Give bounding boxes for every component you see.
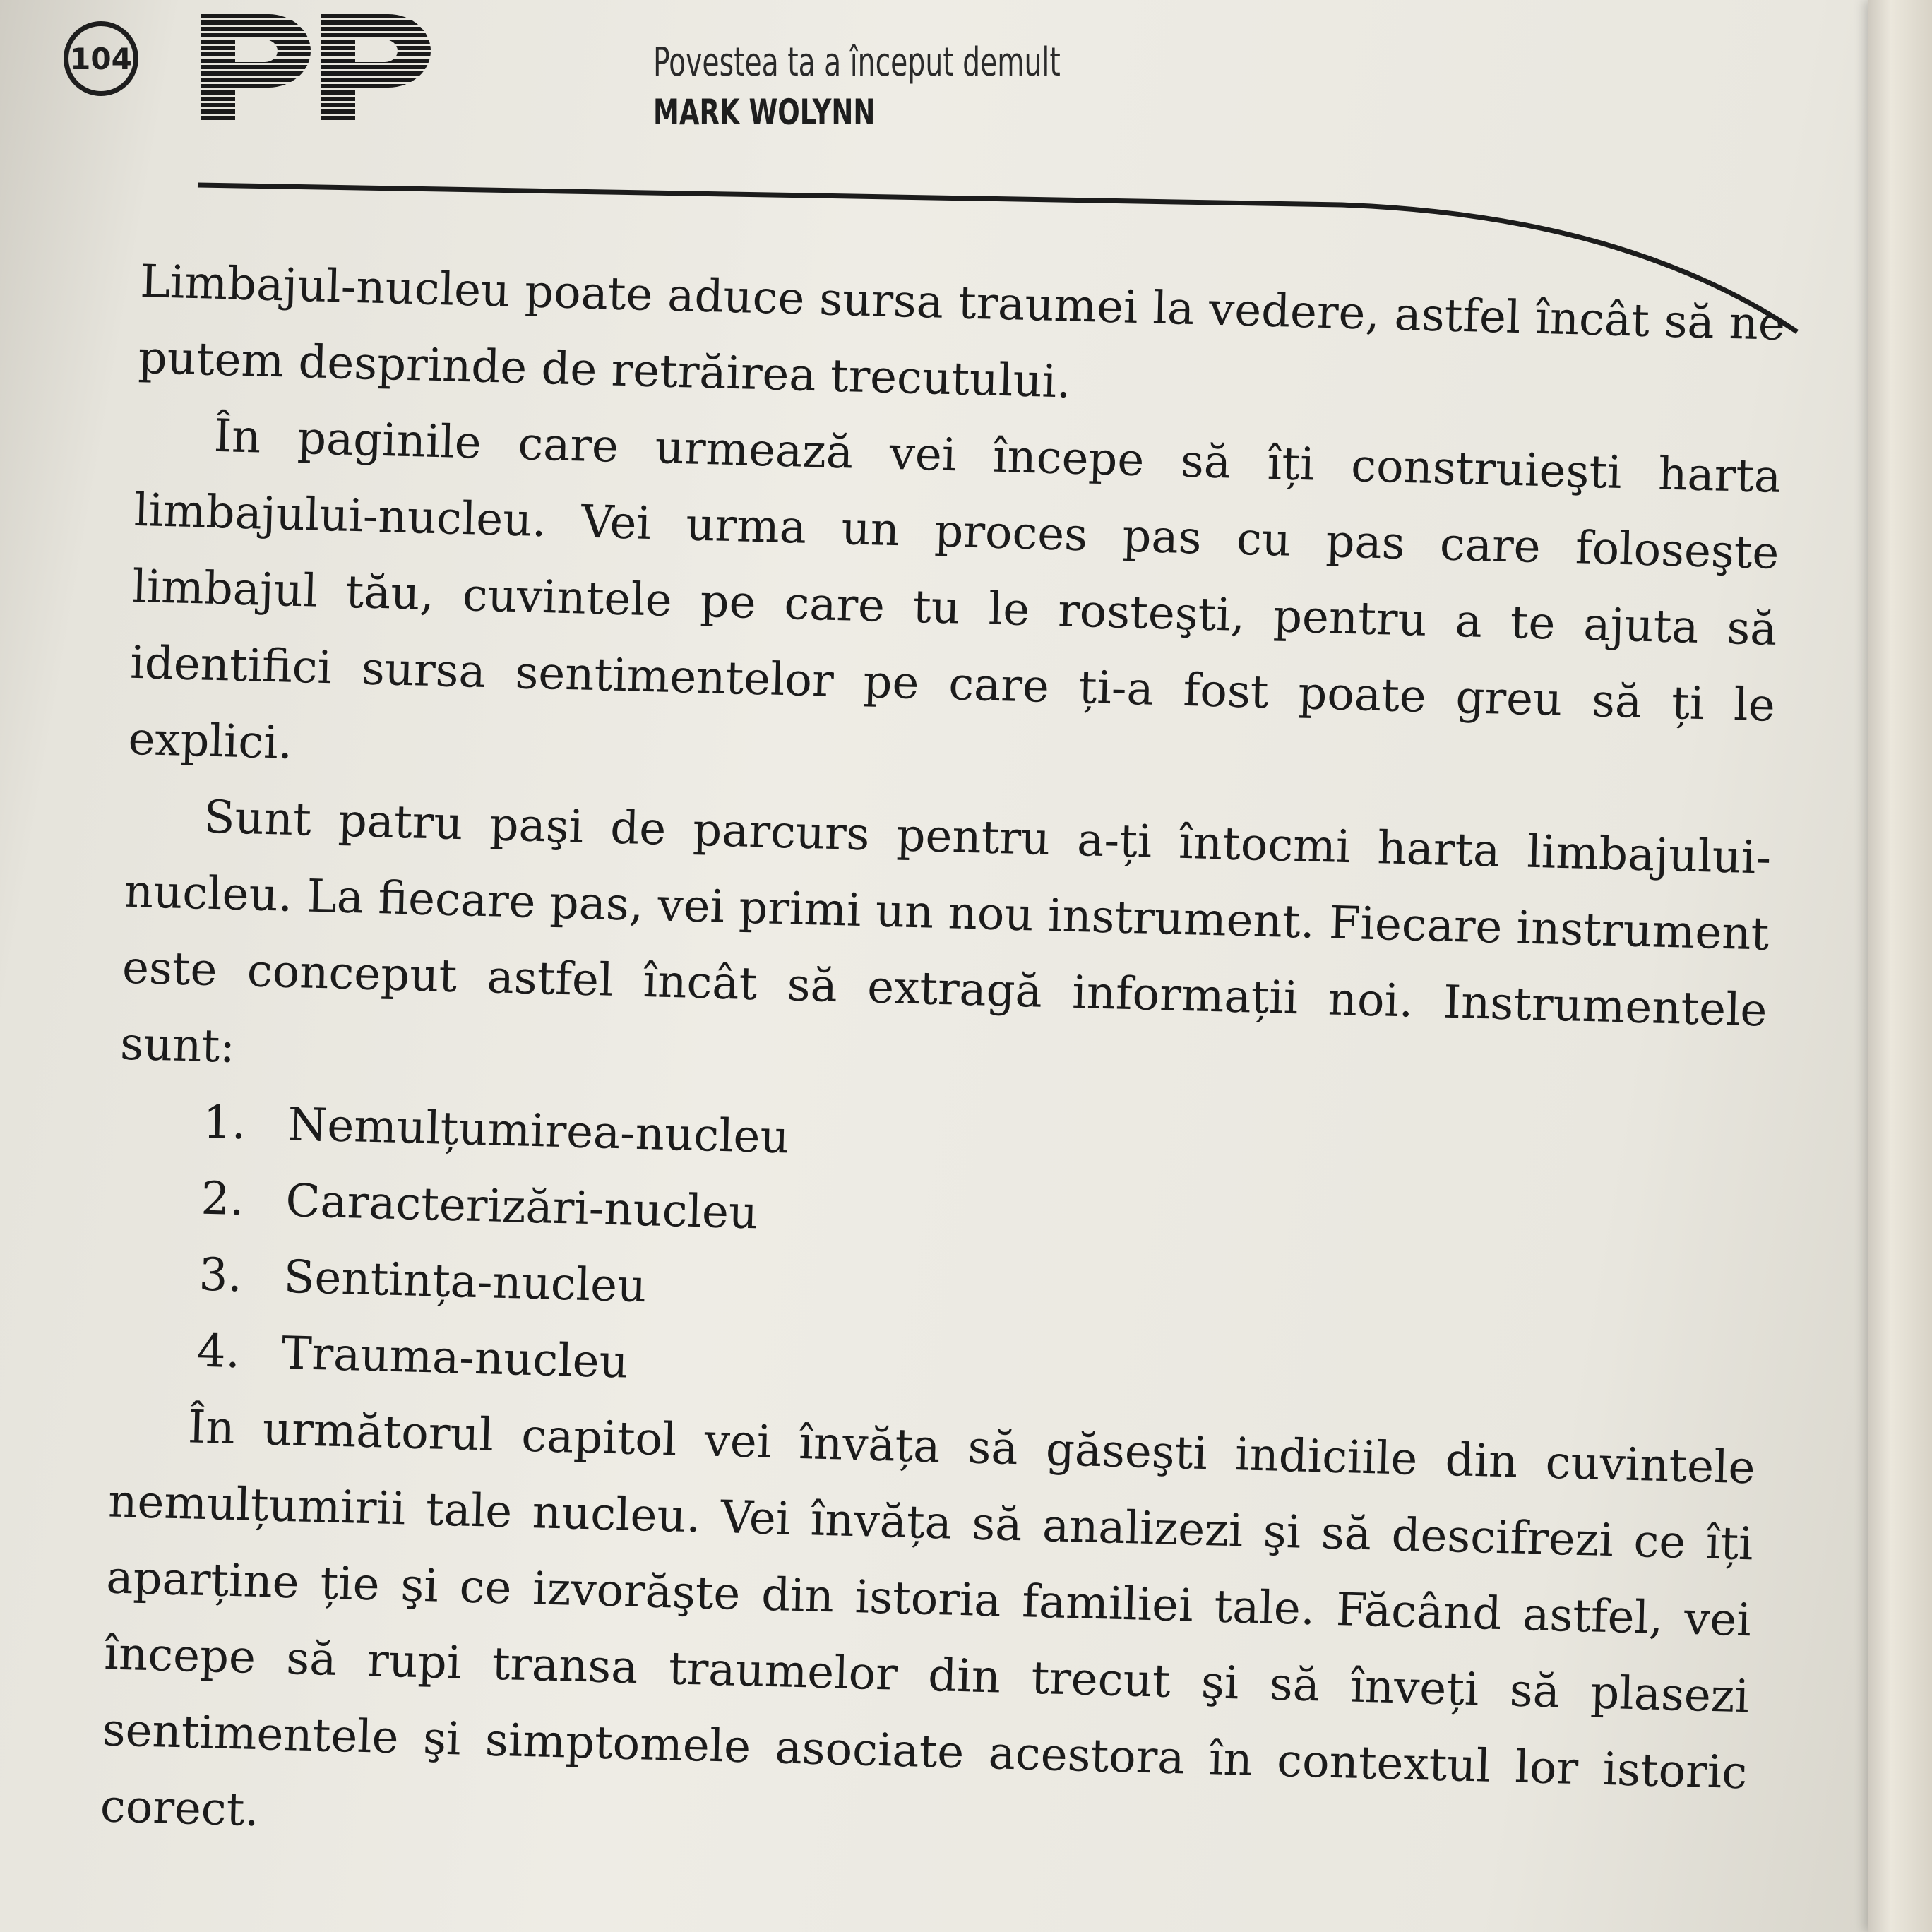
list-item-label: Sentința-nucleu xyxy=(282,1251,648,1313)
book-title: Povestea ta a început demult xyxy=(653,40,1061,85)
paragraph-3: Sunt patru paşi de parcurs pentru a-ți întocmi harta limbajului-nucleu. La fiecare pas, vei primi un nou instrument. Fiecare instrument este conceput astfel încât să extragă informații noi. Instrumentele sunt: xyxy=(119,791,1772,1073)
running-header xyxy=(56,14,1257,134)
book-author: MARK WOLYNN xyxy=(653,92,876,133)
publisher-logo xyxy=(201,14,434,120)
list-item-number: 3. xyxy=(198,1248,243,1303)
paragraph-2: În paginile care urmează vei începe să îți construieşti harta limbajului-nucleu. Vei urma un proces pas cu pas care foloseşte limbajul tău, cuvintele pe care tu le rosteşti, pentru a te ajuta să identifici sursa sentimentelor pe care ți-a fost poate greu să ți le explici. xyxy=(127,410,1782,770)
next-page-edge xyxy=(1868,0,1932,1932)
list-item-number: 2. xyxy=(200,1172,245,1227)
paragraph-1: Limbajul-nucleu poate aduce sursa traumei la vedere, astfel încât să ne putem desprinde de retrăirea trecutului. xyxy=(137,255,1786,409)
list-item-label: Caracterizări-nucleu xyxy=(285,1174,759,1240)
steps-list xyxy=(112,1083,1765,1431)
list-item-number: 4. xyxy=(196,1325,241,1379)
body-text xyxy=(100,244,1787,1888)
list-item-label: Nemulțumirea-nucleu xyxy=(287,1098,790,1164)
paragraph-4: În următorul capitol vei învăța să găseşti indiciile din cuvintele nemulțumirii tale nucleu. Vei învăța să analizezi şi să descifrezi ce îți aparține ție şi ce izvorăşte din istoria familiei tale. Făcând astfel, vei începe să rupi transa traumelor din trecut şi să înveți să plasezi sentimentele şi simptomele asociate acestora în contextul lor istoric corect. xyxy=(100,1401,1756,1837)
page-number-badge xyxy=(64,21,138,96)
list-item-label: Trauma-nucleu xyxy=(280,1327,629,1389)
page-number: 104 xyxy=(70,41,132,76)
list-item-number: 1. xyxy=(202,1096,247,1150)
